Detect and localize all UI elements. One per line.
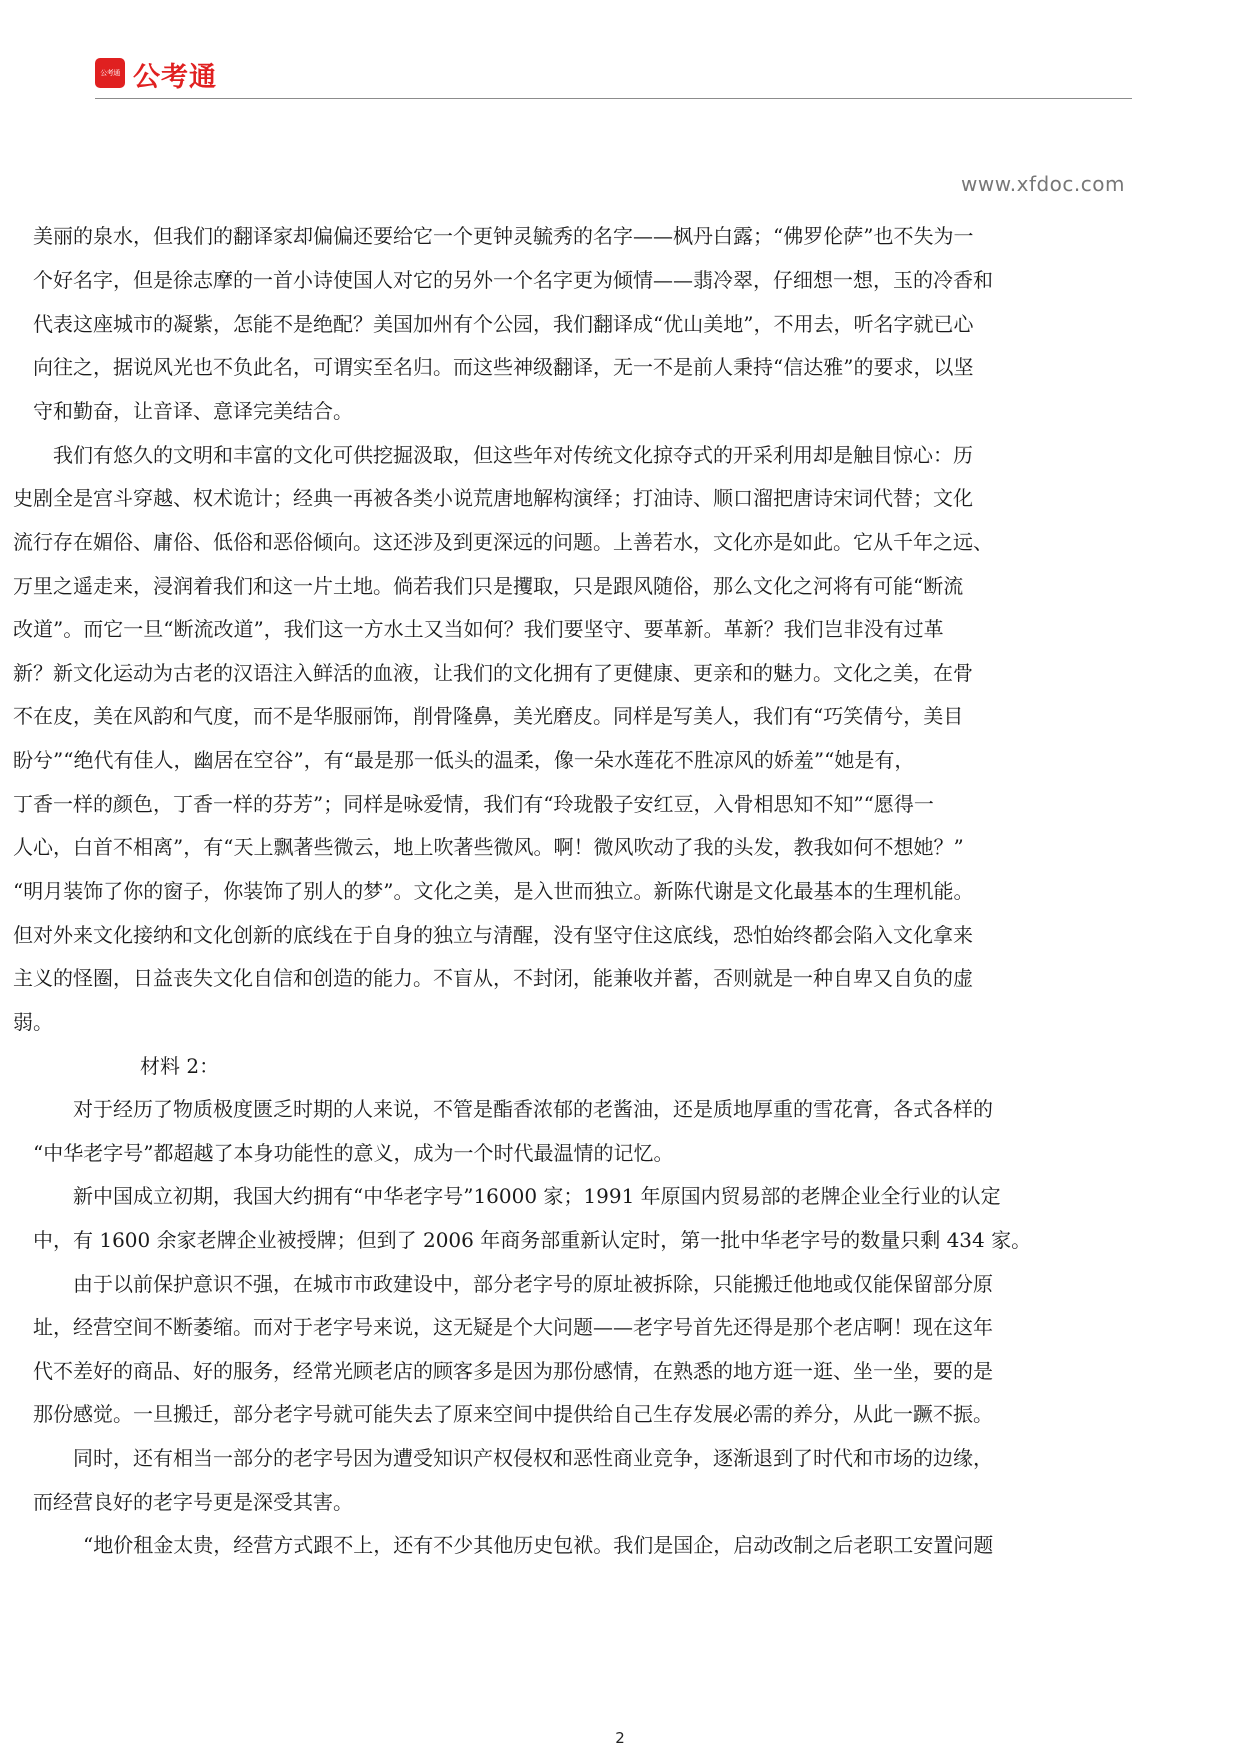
text-line: “中华老字号”都超越了本身功能性的意义，成为一个时代最温情的记忆。: [33, 1141, 674, 1165]
text-line: 而经营良好的老字号更是深受其害。: [33, 1490, 353, 1514]
text-line: 那份感觉。一旦搬迁，部分老字号就可能失去了原来空间中提供给自己生存发展必需的养分，从此一蹶不振。: [33, 1402, 993, 1426]
text-line: 对于经历了物质极度匮乏时期的人来说，不管是酯香浓郁的老酱油，还是质地厚重的雪花膏，各式各样的: [73, 1097, 993, 1121]
text-line: 盼兮”“绝代有佳人，幽居在空谷”，有“最是那一低头的温柔，像一朵水莲花不胜凉风的娇羞”“她是有，: [13, 748, 915, 772]
text-line: 新？新文化运动为古老的汉语注入鲜活的血液，让我们的文化拥有了更健康、更亲和的魅力。文化之美，在骨: [13, 661, 973, 685]
text-line: 人心，白首不相离”，有“天上飘著些微云，地上吹著些微风。啊！微风吹动了我的头发，教我如何不想她？”: [13, 835, 964, 859]
text-line: 史剧全是宫斗穿越、权术诡计；经典一再被各类小说荒唐地解构演绎；打油诗、顺口溜把唐诗宋词代替；文化: [13, 486, 973, 510]
text-line: 代表这座城市的凝紫，怎能不是绝配？美国加州有个公园，我们翻译成“优山美地”，不用去，听名字就已心: [33, 312, 974, 336]
text-line: 向往之，据说风光也不负此名，可谓实至名归。而这些神级翻译，无一不是前人秉持“信达雅”的要求，以坚: [33, 355, 974, 379]
text-line: 我们有悠久的文明和丰富的文化可供挖掘汲取，但这些年对传统文化掠夺式的开采利用却是触目惊心：历: [53, 443, 973, 467]
text-line: 由于以前保护意识不强，在城市市政建设中，部分老字号的原址被拆除，只能搬迁他地或仅能保留部分原: [73, 1272, 993, 1296]
text-line: 美丽的泉水，但我们的翻译家却偏偏还要给它一个更钟灵毓秀的名字——枫丹白露；“佛罗伦萨”也不失为一: [33, 224, 974, 248]
site-url: www.xfdoc.com: [961, 172, 1125, 196]
text-line: 弱。: [13, 1010, 53, 1034]
brand-logo-icon: 公考通: [95, 58, 125, 88]
text-line: 万里之遥走来，浸润着我们和这一片土地。倘若我们只是攫取，只是跟风随俗，那么文化之河将有可能“断流: [13, 574, 964, 598]
text-line: 址，经营空间不断萎缩。而对于老字号来说，这无疑是个大问题——老字号首先还得是那个老店啊！现在这年: [33, 1315, 993, 1339]
page-number: 2: [615, 1729, 625, 1747]
text-line: 不在皮，美在风韵和气度，而不是华服丽饰，削骨隆鼻，美光磨皮。同样是写美人，我们有“巧笑倩兮，美目: [13, 704, 964, 728]
section-heading: 材料 2：: [140, 1054, 220, 1078]
text-line: 流行存在媚俗、庸俗、低俗和恶俗倾向。这还涉及到更深远的问题。上善若水，文化亦是如此。它从千年之远、: [13, 530, 993, 554]
text-line: 新中国成立初期，我国大约拥有“中华老字号”16000 家；1991 年原国内贸易部的老牌企业全行业的认定: [73, 1184, 1001, 1208]
text-line: 同时，还有相当一部分的老字号因为遭受知识产权侵权和恶性商业竞争，逐渐退到了时代和市场的边缘，: [73, 1446, 993, 1470]
brand-name: 公考通: [133, 62, 217, 93]
text-line: 丁香一样的颜色，丁香一样的芬芳”；同样是咏爱情，我们有“玲珑骰子安红豆，入骨相思知不知”“愿得一: [13, 792, 934, 816]
text-line: 中，有 1600 余家老牌企业被授牌；但到了 2006 年商务部重新认定时，第一批中华老字号的数量只剩 434 家。: [33, 1228, 1032, 1252]
page-header: [95, 58, 1132, 99]
text-line: 代不差好的商品、好的服务，经常光顾老店的顾客多是因为那份感情，在熟悉的地方逛一逛、坐一坐，要的是: [33, 1359, 993, 1383]
text-line: 但对外来文化接纳和文化创新的底线在于自身的独立与清醒，没有坚守住这底线，恐怕始终都会陷入文化拿来: [13, 923, 973, 947]
text-line: 守和勤奋，让音译、意译完美结合。: [33, 399, 353, 423]
text-line: 改道”。而它一旦“断流改道”，我们这一方水土又当如何？我们要坚守、要革新。革新？我们岂非没有过革: [13, 617, 944, 641]
text-line: 个好名字，但是徐志摩的一首小诗使国人对它的另外一个名字更为倾情——翡冷翠，仔细想一想，玉的冷香和: [33, 268, 993, 292]
text-line: 主义的怪圈，日益丧失文化自信和创造的能力。不盲从，不封闭，能兼收并蓄，否则就是一种自卑又自负的虚: [13, 966, 973, 990]
text-line: “地价租金太贵，经营方式跟不上，还有不少其他历史包袱。我们是国企，启动改制之后老职工安置问题: [83, 1533, 994, 1557]
text-line: “明月装饰了你的窗子，你装饰了别人的梦”。文化之美，是入世而独立。新陈代谢是文化最基本的生理机能。: [13, 879, 974, 903]
